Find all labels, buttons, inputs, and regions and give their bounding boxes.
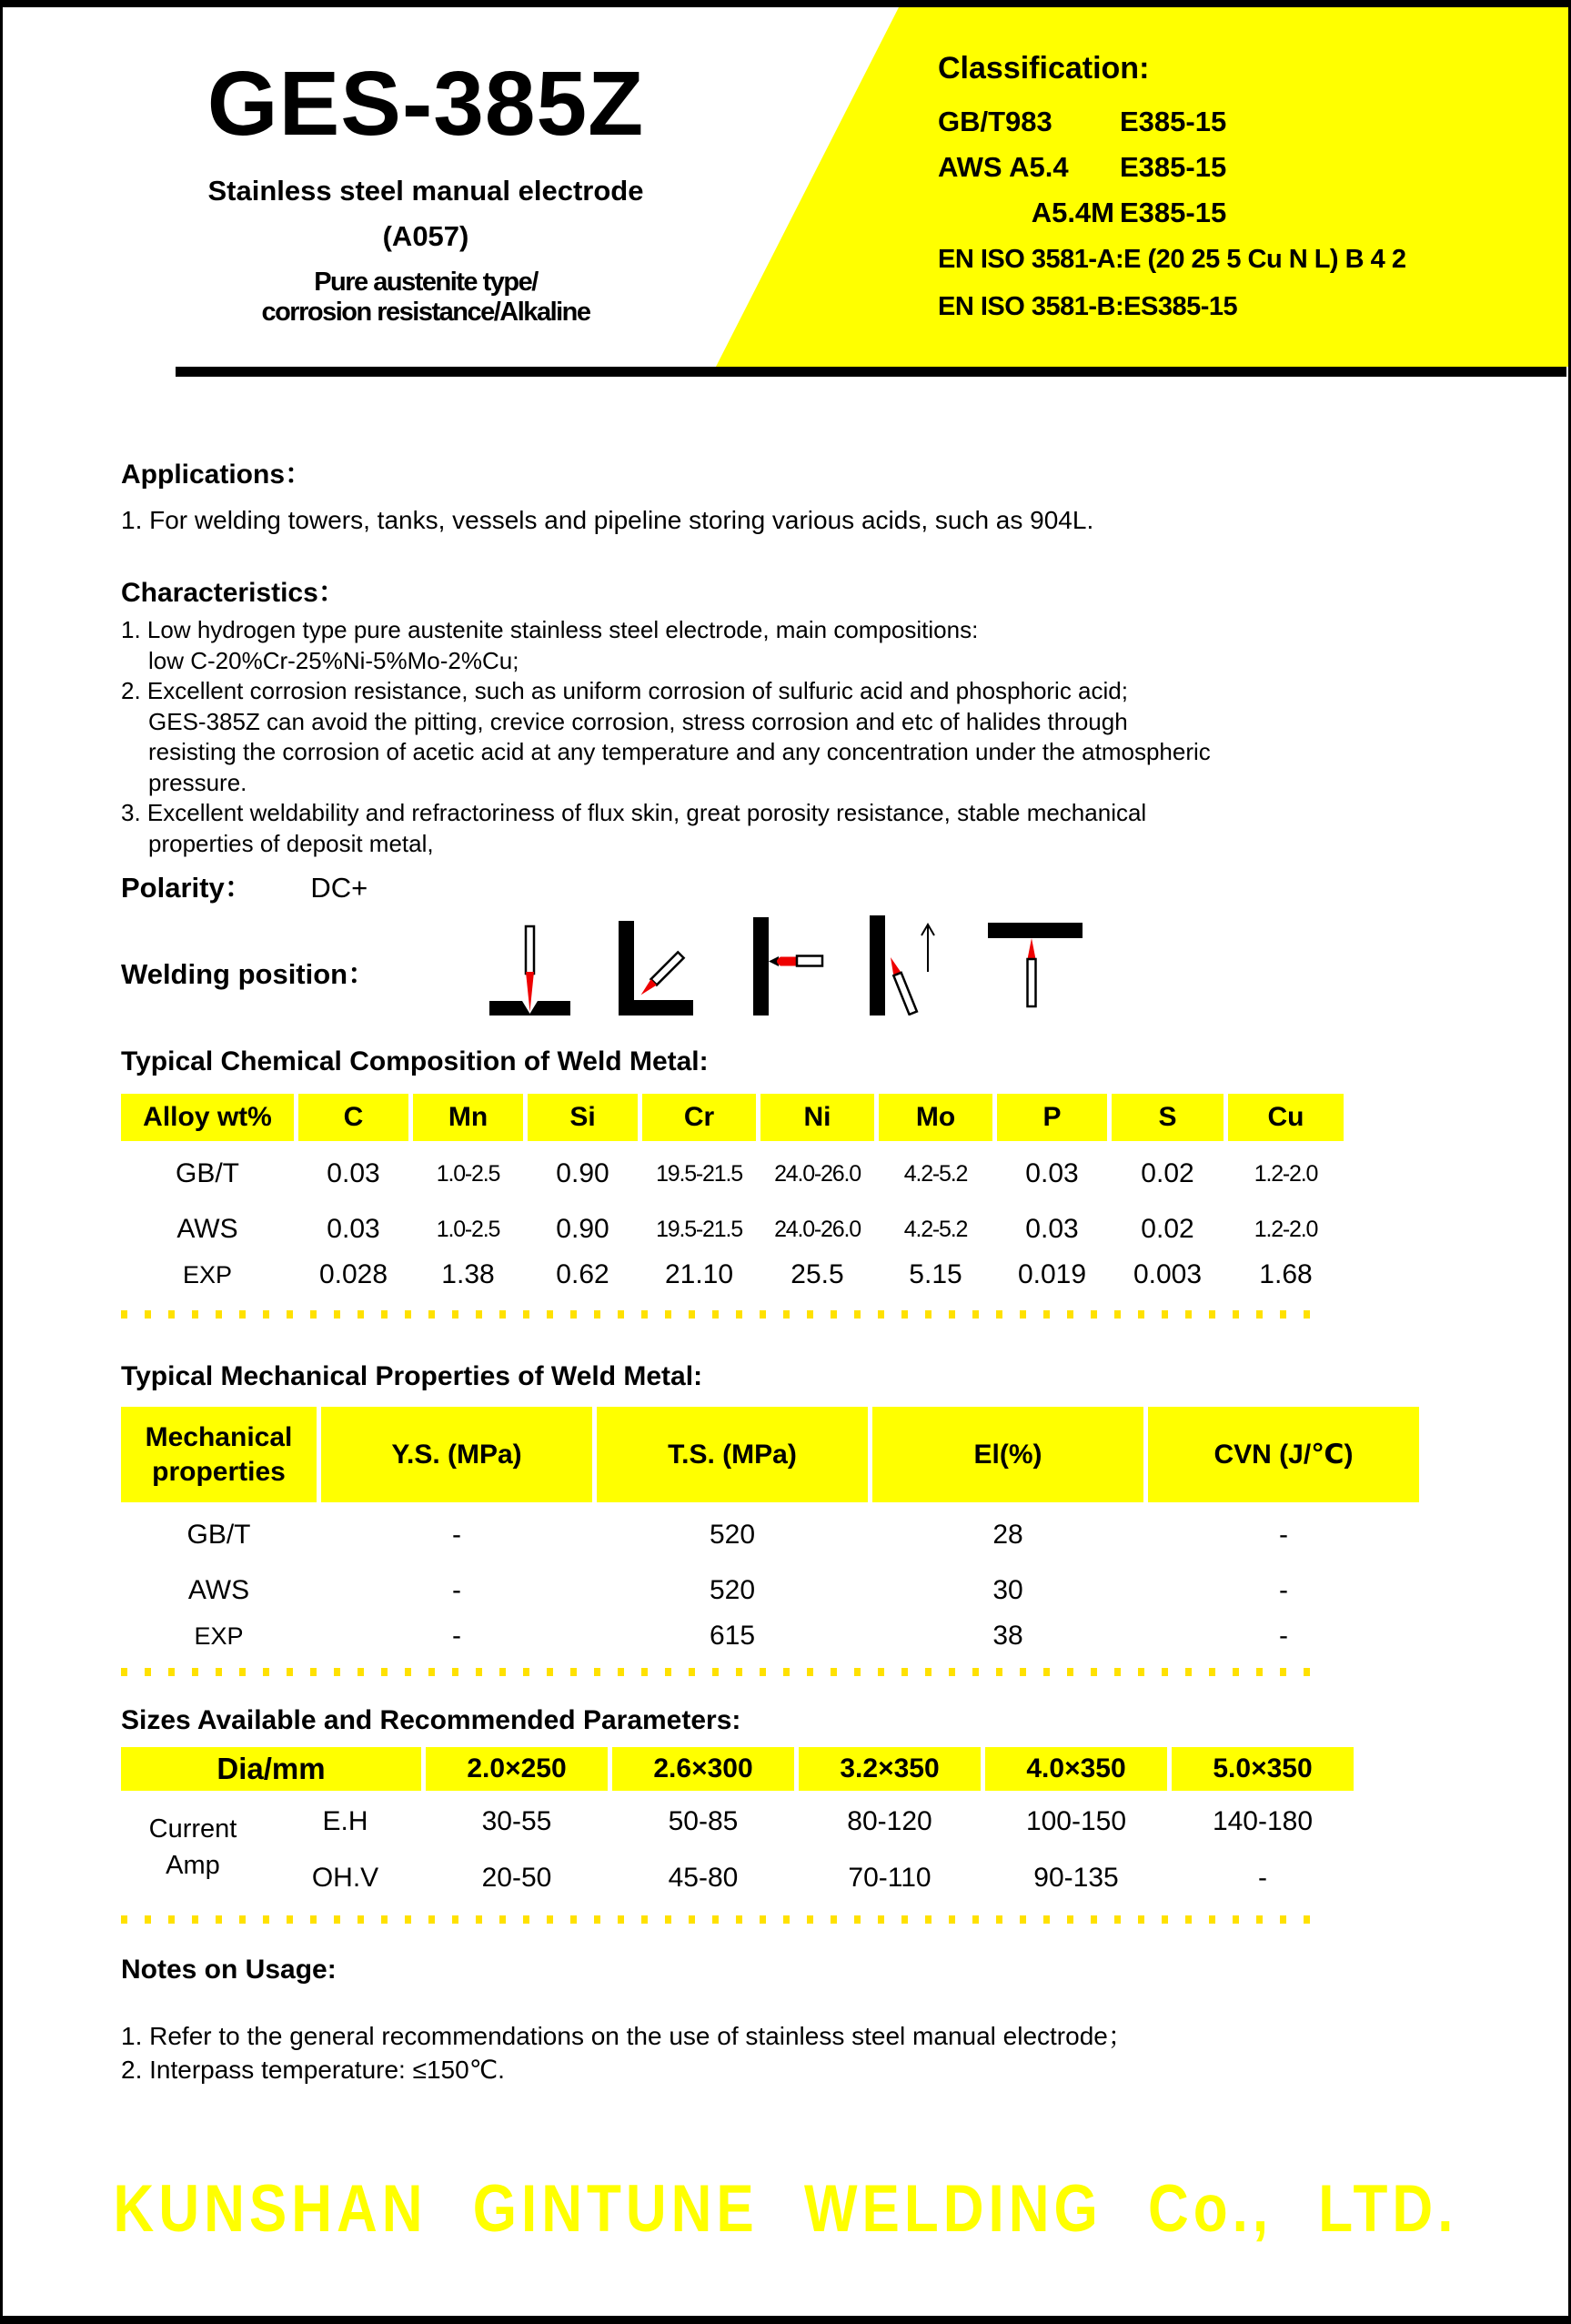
sizes-col-header: 3.2×350 [799, 1747, 981, 1791]
header-left [53, 53, 799, 328]
chem-table-heading: Typical Chemical Composition of Weld Metal: [121, 1046, 709, 1076]
mech-cell: 30 [992, 1575, 1023, 1605]
sizes-row-label: OH.V [311, 1862, 379, 1893]
chem-cell: 25.5 [791, 1259, 844, 1289]
sizes-cell: 20-50 [481, 1862, 552, 1893]
chem-cell: 0.02 [1141, 1158, 1194, 1188]
mech-cell: 520 [709, 1575, 756, 1605]
fillet-position-icon [608, 921, 695, 1015]
chem-cell: 4.2-5.2 [903, 1160, 968, 1187]
chem-cell: 0.028 [318, 1259, 388, 1289]
chem-cell: 0.62 [556, 1259, 609, 1289]
sizes-cell: 80-120 [847, 1806, 932, 1836]
classification-grade: E385-15 [1120, 151, 1227, 183]
company-name: KUNSHAN GINTUNE WELDING Co., LTD. [113, 2172, 1458, 2247]
notes-heading: Notes on Usage: [121, 1955, 337, 1985]
notes-item-1: 1. Refer to the general recommendations on the use of stainless steel manual electrode； [121, 2022, 1133, 2050]
mech-cell: 38 [992, 1621, 1023, 1651]
dotted-separator [121, 1668, 1320, 1676]
polarity-value: DC+ [310, 872, 368, 904]
chem-cell: 5.15 [909, 1259, 962, 1289]
chem-col-header: Mn [413, 1094, 523, 1141]
mech-cell: - [1279, 1520, 1288, 1550]
mech-table [121, 1407, 1419, 1676]
chem-col-header: Si [528, 1094, 638, 1141]
mech-cell: 28 [992, 1520, 1023, 1550]
sizes-header-row [121, 1747, 1354, 1791]
chem-col-header: P [997, 1094, 1107, 1141]
chem-cell: 1.38 [441, 1259, 495, 1289]
sizes-cell: 90-135 [1033, 1862, 1119, 1893]
sizes-dia-header: Dia/mm [121, 1747, 421, 1791]
chem-cell: 0.03 [327, 1214, 380, 1244]
chem-cell: 4.2-5.2 [903, 1216, 968, 1242]
characteristics-line: low C-20%Cr-25%Ni-5%Mo-2%Cu; [148, 646, 519, 674]
notes-item-2: 2. Interpass temperature: ≤150℃. [121, 2056, 505, 2084]
classification-iso-b: EN ISO 3581-B:ES385-15 [938, 292, 1238, 321]
mech-row-label: EXP [194, 1622, 244, 1650]
mech-col-header: CVN (J/℃) [1148, 1407, 1419, 1502]
characteristics-line: 1. Low hydrogen type pure austenite stainless steel electrode, main compositions: [121, 616, 979, 643]
characteristics-list [121, 615, 1211, 859]
sizes-cell: - [1258, 1862, 1267, 1893]
chem-col-header: Cu [1228, 1094, 1344, 1141]
vertical-position-icon [861, 915, 952, 1015]
chem-cell: 1.68 [1259, 1259, 1313, 1289]
mech-col0-line2: properties [152, 1456, 286, 1487]
chem-row-label: EXP [182, 1260, 233, 1288]
chem-cell: 0.019 [1017, 1259, 1087, 1289]
product-title: GES-385Z [206, 53, 645, 155]
dotted-separator [121, 1310, 1320, 1319]
sizes-body [121, 1791, 1354, 1903]
chem-cell: 0.90 [556, 1158, 609, 1188]
header-divider-bar [176, 367, 1566, 377]
mech-cell: - [1279, 1575, 1288, 1605]
chem-cell: 0.90 [556, 1214, 609, 1244]
chem-col-header: C [298, 1094, 408, 1141]
classification-standard: A5.4M [1031, 197, 1114, 228]
classification-grade: E385-15 [1120, 197, 1227, 228]
chem-cell: 0.03 [1025, 1158, 1079, 1188]
characteristics-line: GES-385Z can avoid the pitting, crevice corrosion, stress corrosion and etc of halides through [148, 707, 1128, 735]
bottom-border [3, 2316, 1568, 2324]
polarity-label: Polarity： [121, 872, 253, 904]
classification-row [938, 145, 1405, 190]
product-type-line1: Pure austenite type/ [314, 268, 538, 297]
sizes-cell: 45-80 [668, 1862, 739, 1893]
classification-row [938, 99, 1405, 145]
product-type-line2: corrosion resistance/Alkaline [261, 298, 590, 327]
characteristics-line: properties of deposit metal, [148, 829, 434, 857]
mech-cell: 615 [709, 1621, 756, 1651]
chem-row-label: AWS [176, 1214, 238, 1244]
sizes-cell: 100-150 [1025, 1806, 1127, 1836]
mech-cell: - [452, 1575, 461, 1605]
chem-col-header: Mo [879, 1094, 992, 1141]
mech-cell: - [452, 1621, 461, 1651]
mech-cell: - [452, 1520, 461, 1550]
chem-cell: 1.2-2.0 [1254, 1216, 1318, 1242]
sizes-row-label: E.H [322, 1806, 368, 1836]
classification-row [938, 190, 1405, 236]
top-border [3, 0, 1568, 7]
classification-iso-a: EN ISO 3581-A:E (20 25 5 Cu N L) B 4 2 [938, 245, 1406, 274]
chem-cell: 19.5-21.5 [656, 1216, 742, 1242]
chem-col-header: Ni [760, 1094, 874, 1141]
chem-cell: 1.0-2.5 [436, 1216, 500, 1242]
flat-position-icon [489, 921, 571, 1015]
sizes-table [121, 1747, 1354, 1924]
characteristics-line: pressure. [148, 768, 247, 796]
mech-cell: - [1279, 1621, 1288, 1651]
current-amp-label [121, 1811, 265, 1884]
sizes-col-header: 4.0×350 [985, 1747, 1167, 1791]
mech-col-header: El(%) [872, 1407, 1143, 1502]
mech-table-heading: Typical Mechanical Properties of Weld Metal: [121, 1361, 703, 1391]
chem-cell: 0.003 [1133, 1259, 1203, 1289]
applications-item: 1. For welding towers, tanks, vessels and pipeline storing various acids, such as 904L. [121, 506, 1094, 534]
mech-row-label: GB/T [186, 1520, 251, 1550]
chem-cell: 1.0-2.5 [436, 1160, 500, 1187]
sizes-col-header: 2.0×250 [426, 1747, 608, 1791]
current-label: Current [148, 1814, 237, 1844]
sizes-cell: 50-85 [668, 1806, 739, 1836]
chem-cell: 0.02 [1141, 1214, 1194, 1244]
chem-cell: 1.2-2.0 [1254, 1160, 1318, 1187]
chem-grid [121, 1094, 1344, 1298]
mech-col-header [121, 1407, 317, 1502]
applications-heading: Applications： [121, 460, 313, 490]
sizes-col-header: 5.0×350 [1172, 1747, 1354, 1791]
dotted-separator [121, 1915, 1320, 1924]
chem-cell: 0.03 [327, 1158, 380, 1188]
classification-heading: Classification: [938, 51, 1150, 86]
polarity-row [121, 864, 368, 905]
chem-cell: 24.0-26.0 [774, 1216, 861, 1242]
classification-block [938, 51, 1405, 330]
chem-row-label: GB/T [175, 1158, 239, 1188]
sizes-cell: 140-180 [1212, 1806, 1314, 1836]
characteristics-heading: Characteristics： [121, 578, 346, 608]
mech-col-header: Y.S. (MPa) [321, 1407, 592, 1502]
characteristics-line: resisting the corrosion of acetic acid at any temperature and any concentration under the atmospheric [148, 738, 1211, 765]
chem-cell: 0.03 [1025, 1214, 1079, 1244]
chem-table [121, 1094, 1344, 1319]
chem-cell: 24.0-26.0 [774, 1160, 861, 1187]
classification-standard: GB/T983 [938, 106, 1052, 137]
chem-col-header: Cr [642, 1094, 756, 1141]
mech-col0-line1: Mechanical [145, 1421, 293, 1452]
mech-grid [121, 1407, 1419, 1659]
product-subtitle: Stainless steel manual electrode [207, 175, 644, 207]
classification-standard: AWS A5.4 [938, 151, 1069, 183]
mech-cell: 520 [709, 1520, 756, 1550]
characteristics-line: 2. Excellent corrosion resistance, such as uniform corrosion of sulfuric acid and phosphoric acid; [121, 677, 1128, 704]
amp-label: Amp [166, 1850, 220, 1880]
chem-col-header: S [1112, 1094, 1224, 1141]
chem-col-header: Alloy wt% [121, 1094, 294, 1141]
overhead-position-icon [988, 917, 1083, 1015]
classification-grade: E385-15 [1120, 106, 1227, 137]
chem-cell: 21.10 [664, 1259, 734, 1289]
mech-row-label: AWS [187, 1575, 250, 1605]
welding-position-icons [489, 915, 1083, 1015]
sizes-cell: 70-110 [848, 1862, 932, 1893]
welding-position-label: Welding position： [121, 958, 377, 990]
mech-col-header: T.S. (MPa) [597, 1407, 868, 1502]
chem-cell: 19.5-21.5 [656, 1160, 742, 1187]
sizes-table-heading: Sizes Available and Recommended Parameters: [121, 1705, 741, 1735]
sizes-col-header: 2.6×300 [612, 1747, 794, 1791]
characteristics-line: 3. Excellent weldability and refractoriness of flux skin, great porosity resistance, stable mechanical [121, 799, 1147, 826]
sizes-cell: 30-55 [481, 1806, 552, 1836]
horizontal-position-icon [731, 917, 824, 1015]
product-model-code: (A057) [382, 220, 469, 252]
